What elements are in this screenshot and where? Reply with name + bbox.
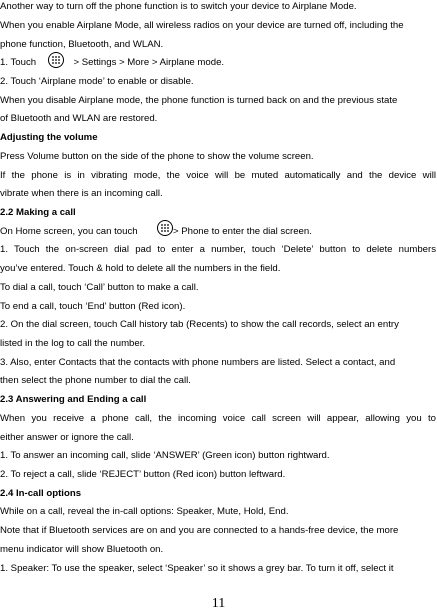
text-line: listed in the log to call the number. bbox=[0, 338, 146, 349]
text-line: To end a call, touch ‘End’ button (Red icon). bbox=[0, 301, 186, 312]
text-line: 1. Touch the on-screen dial pad to enter a number, touch ‘Delete’ button to delete numbers bbox=[0, 244, 436, 255]
section-heading: Adjusting the volume bbox=[0, 132, 98, 143]
page-number: 11 bbox=[211, 596, 226, 611]
text-line bbox=[0, 225, 436, 238]
text-line: 2. To reject a call, slide ‘REJECT’ button (Red icon) button leftward. bbox=[0, 469, 286, 480]
text-line: you’ve entered. Touch & hold to delete all the numbers in the field. bbox=[0, 263, 281, 274]
text-line: Another way to turn off the phone function is to switch your device to Airplane Mode. bbox=[0, 1, 357, 12]
text-line: vibrate when there is an incoming call. bbox=[0, 188, 163, 199]
text-line: When you receive a phone call, the incoming voice call screen will appear, allowing you to bbox=[0, 413, 436, 424]
text-line: menu indicator will show Bluetooth on. bbox=[0, 544, 164, 555]
text-line: When you disable Airplane mode, the phone function is turned back on and the previous state bbox=[0, 95, 398, 106]
text-line: of Bluetooth and WLAN are restored. bbox=[0, 113, 158, 124]
step-label: On Home screen, you can touch bbox=[0, 226, 138, 237]
text-line: While on a call, reveal the in-call options: Speaker, Mute, Hold, End. bbox=[0, 506, 289, 517]
section-heading: 2.3 Answering and Ending a call bbox=[0, 394, 147, 405]
text-line: 1. Speaker: To use the speaker, select ‘Speaker’ so it shows a grey bar. To turn it off, select it bbox=[0, 563, 394, 574]
text-line: If the phone is in vibrating mode, the voice will be muted automatically and the device will bbox=[0, 170, 436, 181]
section-heading: 2.4 In-call options bbox=[0, 488, 82, 499]
step-text: > Phone to enter the dial screen. bbox=[172, 226, 312, 237]
text-line: 1. To answer an incoming call, slide ‘ANSWER’ (Green icon) button rightward. bbox=[0, 450, 330, 461]
step-text: > Settings > More > Airplane mode. bbox=[73, 57, 225, 68]
text-line: When you enable Airplane Mode, all wireless radios on your device are turned off, including the bbox=[0, 20, 404, 31]
app-drawer-icon bbox=[48, 52, 64, 68]
text-line bbox=[0, 56, 436, 69]
app-drawer-icon bbox=[157, 220, 173, 236]
text-line: 2. On the dial screen, touch Call history tab (Recents) to show the call records, select an entry bbox=[0, 319, 399, 330]
text-line: then select the phone number to dial the call. bbox=[0, 375, 191, 386]
text-line: Note that if Bluetooth services are on and you are connected to a hands-free device, the more bbox=[0, 525, 399, 536]
text-line: Press Volume button on the side of the phone to show the volume screen. bbox=[0, 151, 314, 162]
text-line: To dial a call, touch ‘Call’ button to make a call. bbox=[0, 282, 199, 293]
text-line: 3. Also, enter Contacts that the contacts with phone numbers are listed. Select a contact, and bbox=[0, 357, 396, 368]
text-line: either answer or ignore the call. bbox=[0, 432, 134, 443]
step-label: 1. Touch bbox=[0, 57, 37, 68]
section-heading: 2.2 Making a call bbox=[0, 207, 76, 218]
text-line: 2. Touch ‘Airplane mode’ to enable or disable. bbox=[0, 76, 194, 87]
text-line: phone function, Bluetooth, and WLAN. bbox=[0, 39, 164, 50]
